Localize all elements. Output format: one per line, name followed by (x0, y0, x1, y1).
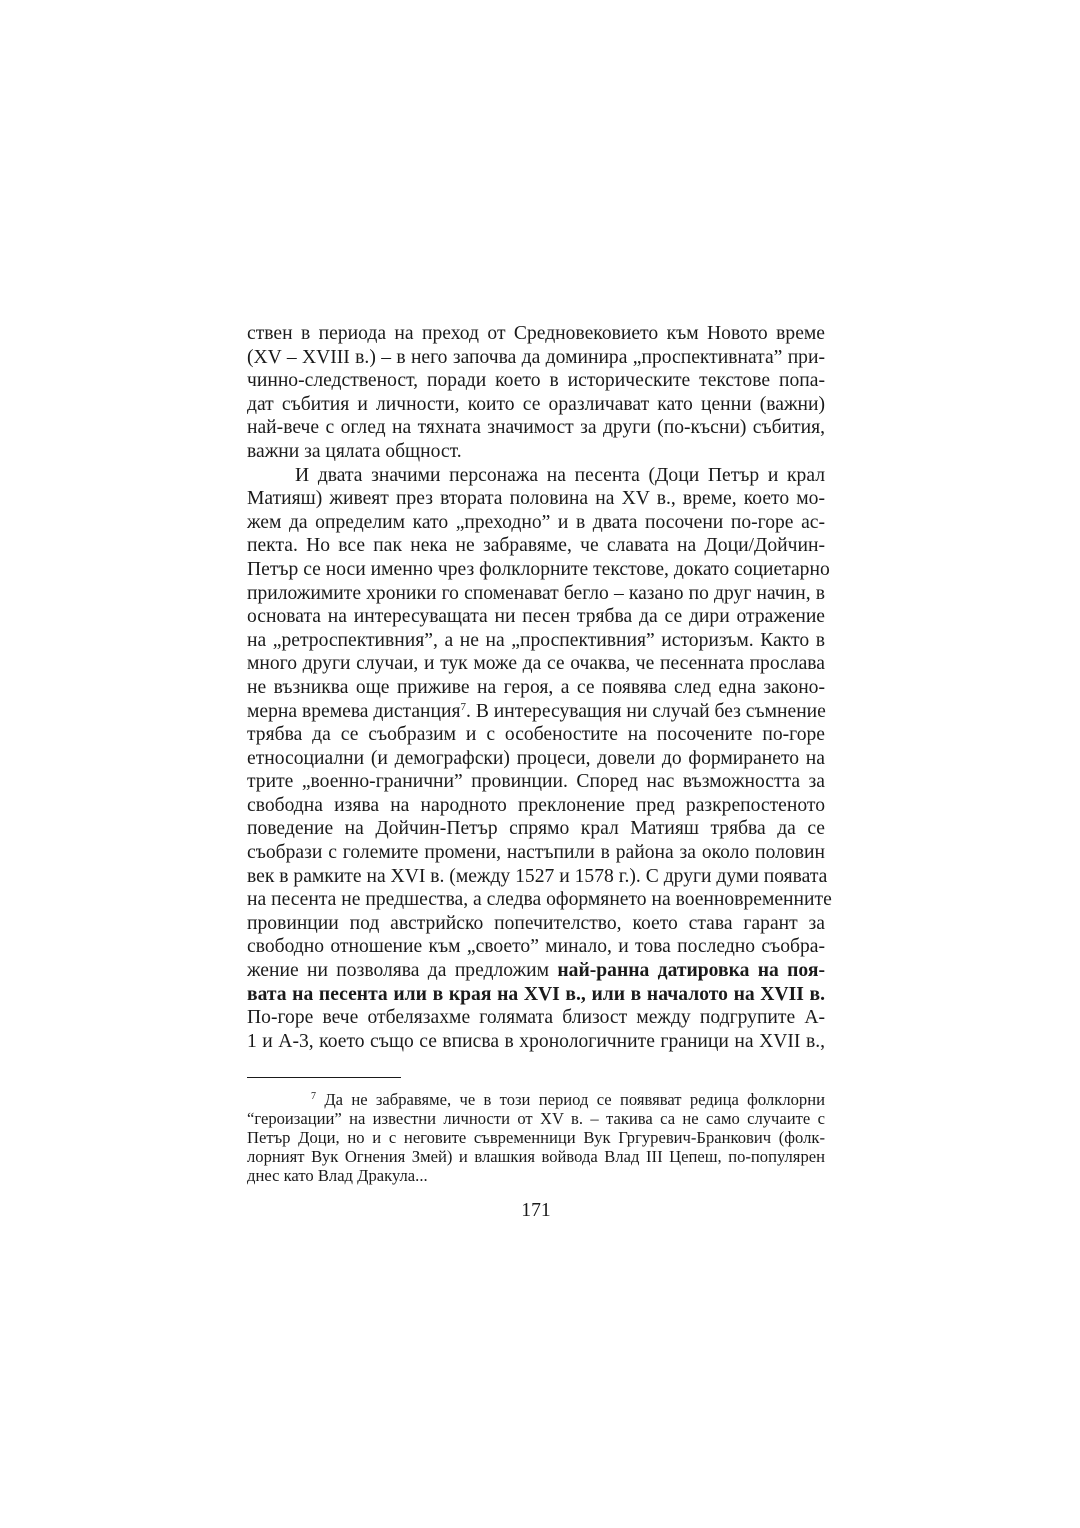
text-line: провинции под австрийско попечителство, което става гарант за (247, 912, 825, 934)
text-line: чинно-следственост, поради което в историческите текстове попа- (247, 370, 825, 392)
text-line: свободна изява на народното преклонение пред разкрепостеното (247, 794, 825, 816)
text-segment: жение ни позволява да предложим (247, 960, 558, 982)
text-line (247, 700, 825, 724)
text-segment: . В интересуващия ни случай без съмнение (466, 700, 826, 722)
bold-text: най-ранна датировка на поя- (557, 960, 825, 982)
text-line: Петър се носи именно чрез фолклорните текстове, докато социетарно (247, 558, 830, 580)
text-line: поведение на Дойчин-Петър спрямо крал Матияш трябва да се (247, 818, 825, 840)
footnote-line: Петър Доци, но и с неговите съвременници Вук Гргуревич-Бранкович (фолк- (247, 1128, 825, 1147)
text-line: приложимите хроники го споменават бегло – казано по друг начин, в (247, 582, 825, 604)
text-line: Матияш) живеят през втората половина на XV в., време, което мо- (247, 488, 825, 510)
text-segment: Да не забравяме, че в този период се появяват редица фолклорни (316, 1090, 825, 1109)
footnote-line (247, 1090, 825, 1109)
text-line: пекта. Но все пак нека не забравяме, че славата на Доци/Дойчин- (247, 535, 825, 557)
text-line: важни за цялата общност. (247, 440, 462, 462)
footnote-reference: 7 (460, 700, 467, 713)
text-line: трябва да се съобразим и с особеностите на посочените по-горе (247, 724, 825, 746)
text-line: И двата значими персонажа на песента (Доци Петър и крал (295, 464, 825, 486)
text-line: век в рамките на XVI в. (между 1527 и 1578 г.). С други думи появата (247, 865, 828, 887)
body-text (247, 322, 832, 1053)
text-line: най-вече с оглед на тяхната значимост за други (по-късни) събития, (247, 417, 825, 439)
footnote (247, 1090, 825, 1185)
text-line: много други случаи, и тук може да се очаква, че песенната прослава (247, 653, 825, 675)
text-line: 1 и А-3, което също се вписва в хронологичните граници на XVII в., (247, 1030, 825, 1052)
footnote-line: лорният Вук Огнения Змей) и влашкия войвода Влад III Цепеш, по-популярен (247, 1147, 825, 1166)
text-line: основата на интересуващата ни песен трябва да се дири отражение (247, 606, 825, 628)
footnote-line: днес като Влад Дракула... (247, 1166, 428, 1185)
footnote-separator (247, 1077, 401, 1078)
text-line: на песента не предшества, а следва оформянето на военновременните (247, 889, 832, 911)
text-line: ствен в периода на преход от Средновековието към Новото време (247, 323, 825, 344)
text-line: жем да определим като „преходно” и в двата посочени по-горе ас- (247, 511, 825, 533)
text-line: трите „военно-гранични” провинции. Според нас възможността за (247, 771, 825, 793)
bold-text-line: вата на песента или в края на XVI в., или в началото на XVII в. (247, 983, 825, 1005)
text-line: (XV – XVIII в.) – в него започва да доминира „проспективната” при- (247, 346, 825, 368)
text-line: свободно отношение към „своето” минало, и това последно съобра- (247, 936, 825, 958)
page-number: 171 (521, 1200, 551, 1221)
text-line: на „ретроспективния”, а не на „проспективния” историзъм. Както в (247, 629, 825, 651)
text-segment: мерна времева дистанция (247, 700, 461, 722)
footnote-line: “героизации” на известни личности от XV в. – такива са не само случаите с (247, 1109, 825, 1128)
text-line (247, 959, 825, 983)
text-line: съобрази с големите промени, настъпили в района за около половин (247, 842, 825, 864)
footnote-marker: 7 (311, 1091, 316, 1102)
text-line: По-горе вече отбелязахме голямата близост между подгрупите А- (247, 1007, 825, 1029)
text-line: дат събития и личности, които се оразличават като ценни (важни) (247, 393, 825, 415)
text-line: етносоциални (и демографски) процеси, довели до формирането на (247, 747, 825, 769)
text-line: не възниква още приживе на героя, а се появява след една законо- (247, 676, 825, 698)
